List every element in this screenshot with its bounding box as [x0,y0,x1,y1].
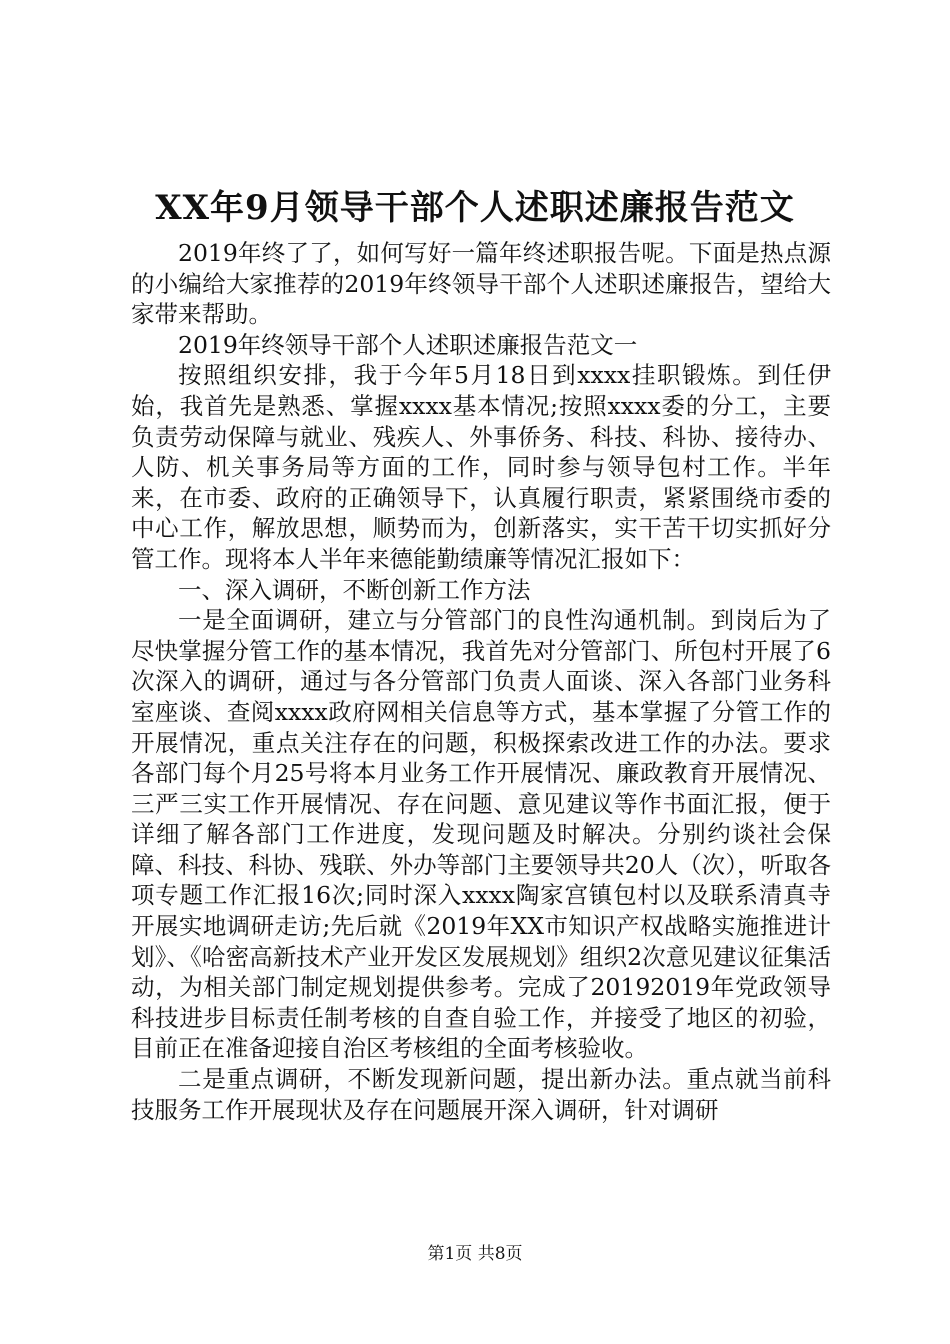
body-paragraph: 二是重点调研，不断发现新问题，提出新办法。重点就当前科技服务工作开展现状及存在问题展开深入调研，针对调研 [131,1065,831,1124]
body-paragraph: 按照组织安排，我于今年5月18日到xxxx挂职锻炼。到任伊始，我首先是熟悉、掌握xxxx基本情况;按照xxxx委的分工，主要负责劳动保障与就业、残疾人、外事侨务、科技、科协、接待办、人防、机关事务局等方面的工作，同时参与领导包村工作。半年来，在市委、政府的正确领导下，认真履行职责，紧紧围绕市委的中心工作，解放思想，顺势而为，创新落实，实干苦干切实抓好分管工作。现将本人半年来德能勤绩廉等情况汇报如下： [131,361,831,573]
document-title: XX年9月领导干部个人述职述廉报告范文 [155,188,795,228]
document-body [131,238,831,1125]
page-footer: 第1页 共8页 [427,1244,523,1264]
section-heading: 2019年终领导干部个人述职述廉报告范文一 [178,330,638,359]
intro-paragraph: 2019年终了了，如何写好一篇年终述职报告呢。下面是热点源的小编给大家推荐的2019年终领导干部个人述职述廉报告，望给大家带来帮助。 [131,239,831,329]
subsection-heading: 一、深入调研，不断创新工作方法 [178,575,531,604]
body-paragraph: 一是全面调研，建立与分管部门的良性沟通机制。到岗后为了尽快掌握分管工作的基本情况，我首先对分管部门、所包村开展了6次深入的调研，通过与各分管部门负责人面谈、深入各部门业务科室座谈、查阅xxxx政府网相关信息等方式，基本掌握了分管工作的开展情况，重点关注存在的问题，积极探索改进工作的办法。要求各部门每个月25号将本月业务工作开展情况、廉政教育开展情况、三严三实工作开展情况、存在问题、意见建议等作书面汇报，便于详细了解各部门工作进度，发现问题及时解决。分别约谈社会保障、科技、科协、残联、外办等部门主要领导共20人（次），听取各项专题工作汇报16次;同时深入xxxx陶家宫镇包村以及联系清真寺开展实地调研走访;先后就《2019年XX市知识产权战略实施推进计划》、《哈密高新技术产业开发区发展规划》组织2次意见建议征集活动，为相关部门制定规划提供参考。完成了20192019年党政领导科技进步目标责任制考核的自查自验工作，并接受了地区的初验，目前正在准备迎接自治区考核组的全面考核验收。 [131,606,831,1063]
